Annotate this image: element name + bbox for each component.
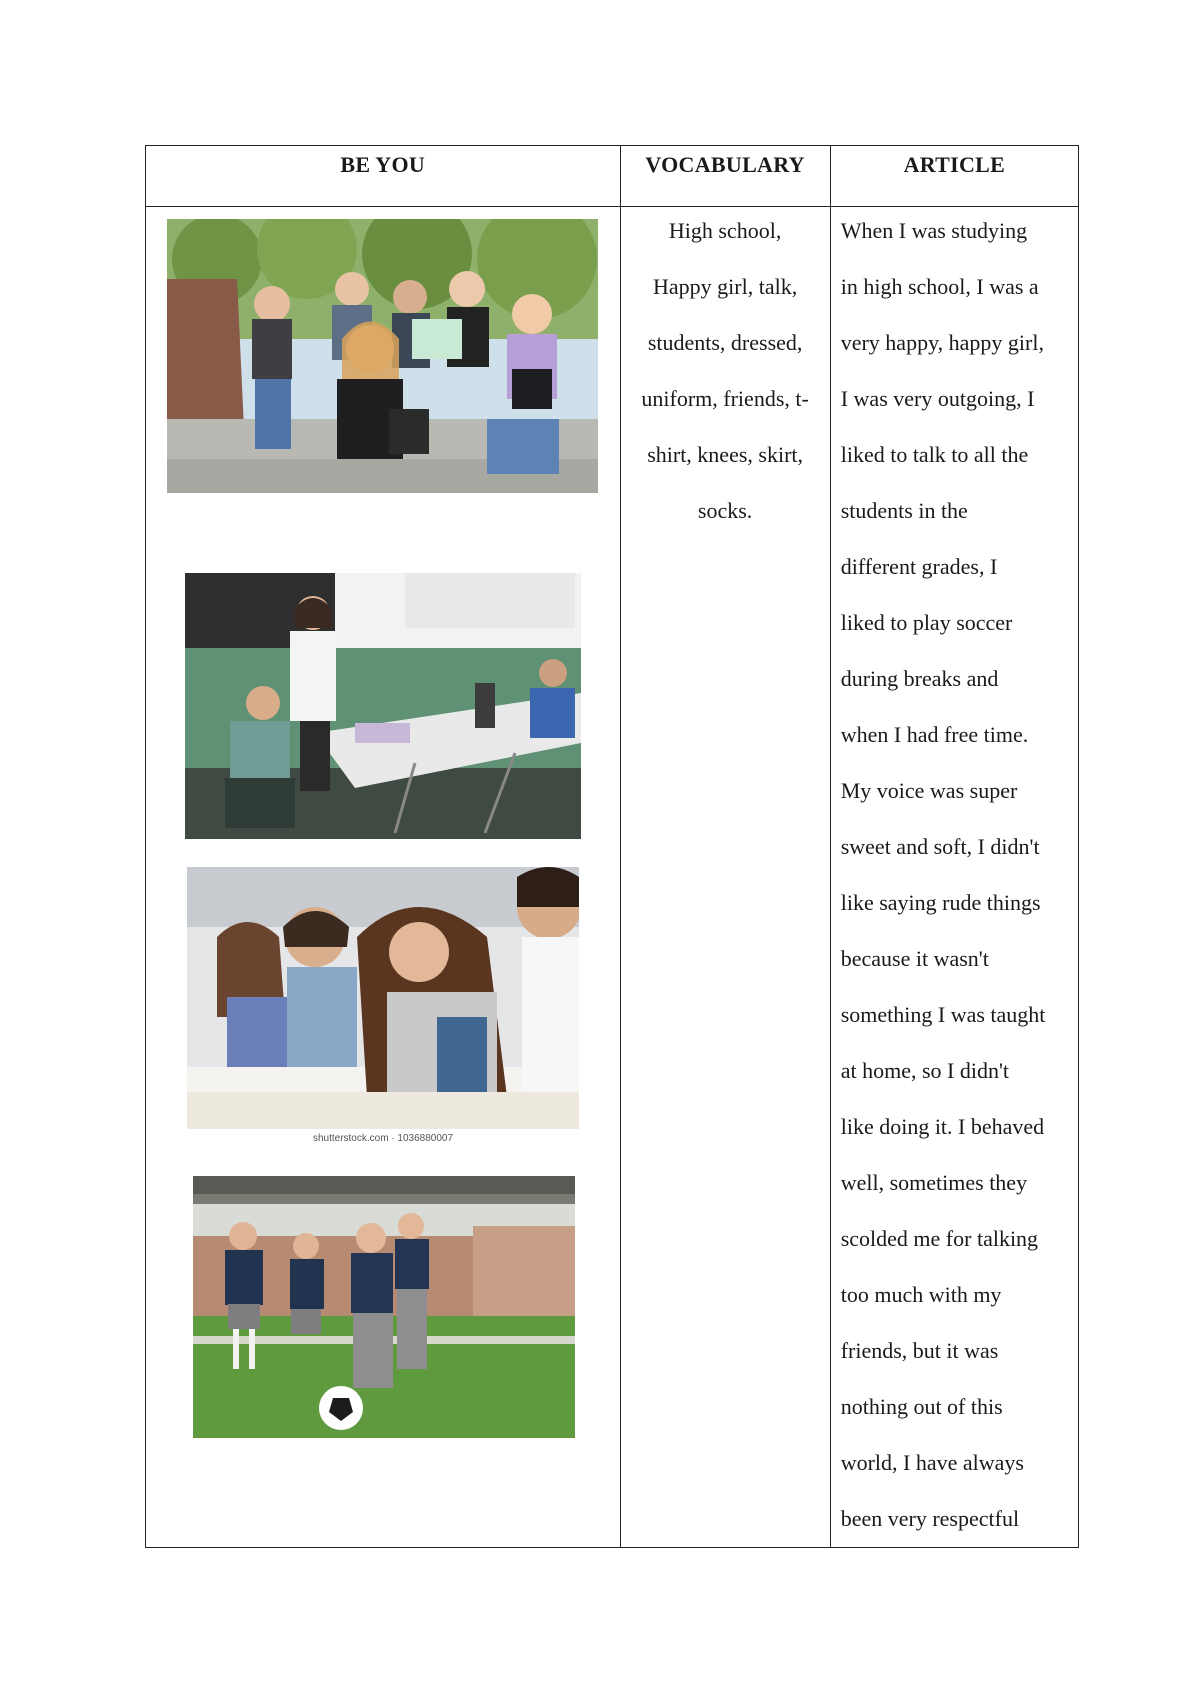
article-line: When I was studying — [840, 218, 1028, 243]
article-line: at home, so I didn't — [840, 1058, 1010, 1083]
document-table — [145, 145, 1079, 1548]
header-be-you: BE YOU — [146, 146, 621, 207]
article-line: My voice was super — [840, 778, 1018, 803]
article-line: in high school, I was a — [840, 274, 1039, 299]
article-line: been very respectful — [840, 1506, 1020, 1531]
content-row — [146, 207, 1079, 1548]
photo-students-writing — [187, 867, 579, 1129]
article-line: friends, but it was — [840, 1338, 999, 1363]
article-line: nothing out of this — [840, 1394, 1003, 1419]
vocabulary-line: students, dressed, — [647, 330, 803, 355]
article-line: when I had free time. — [840, 722, 1029, 747]
article-line: I was very outgoing, I — [840, 386, 1035, 411]
article-line: very happy, happy girl, — [840, 330, 1044, 355]
article-line: something I was taught — [840, 1002, 1046, 1027]
vocabulary-line: High school, — [668, 218, 782, 243]
vocabulary-list — [621, 203, 830, 539]
header-row — [146, 146, 1079, 207]
article-cell — [830, 207, 1078, 1548]
vocabulary-line: socks. — [697, 498, 753, 523]
article-line: like saying rude things — [840, 890, 1041, 915]
article-line: sweet and soft, I didn't — [840, 834, 1040, 859]
vocabulary-cell — [620, 207, 830, 1548]
header-article: ARTICLE — [830, 146, 1078, 207]
photo-students-on-steps — [167, 219, 598, 493]
article-line: students in the — [840, 498, 968, 523]
photo-classroom-teacher — [185, 573, 581, 839]
article-line: well, sometimes they — [840, 1170, 1028, 1195]
article-line: because it wasn't — [840, 946, 989, 971]
header-vocabulary: VOCABULARY — [620, 146, 830, 207]
article-line: different grades, I — [840, 554, 998, 579]
article-line: like doing it. I behaved — [840, 1114, 1045, 1139]
article-line: scolded me for talking — [840, 1226, 1039, 1251]
photos-cell — [146, 207, 621, 1548]
vocabulary-line: shirt, knees, skirt, — [647, 442, 804, 467]
article-line: world, I have always — [840, 1450, 1024, 1475]
article-line: liked to play soccer — [840, 610, 1013, 635]
photo-credit: shutterstock.com · 1036880007 — [312, 1133, 454, 1144]
article-line: liked to talk to all the — [840, 442, 1029, 467]
article-body — [831, 203, 1078, 1547]
article-line: during breaks and — [840, 666, 999, 691]
article-line: too much with my — [840, 1282, 1002, 1307]
photo-kids-playing-soccer — [193, 1176, 575, 1438]
vocabulary-line: uniform, friends, t- — [641, 386, 809, 411]
vocabulary-line: Happy girl, talk, — [653, 274, 798, 299]
